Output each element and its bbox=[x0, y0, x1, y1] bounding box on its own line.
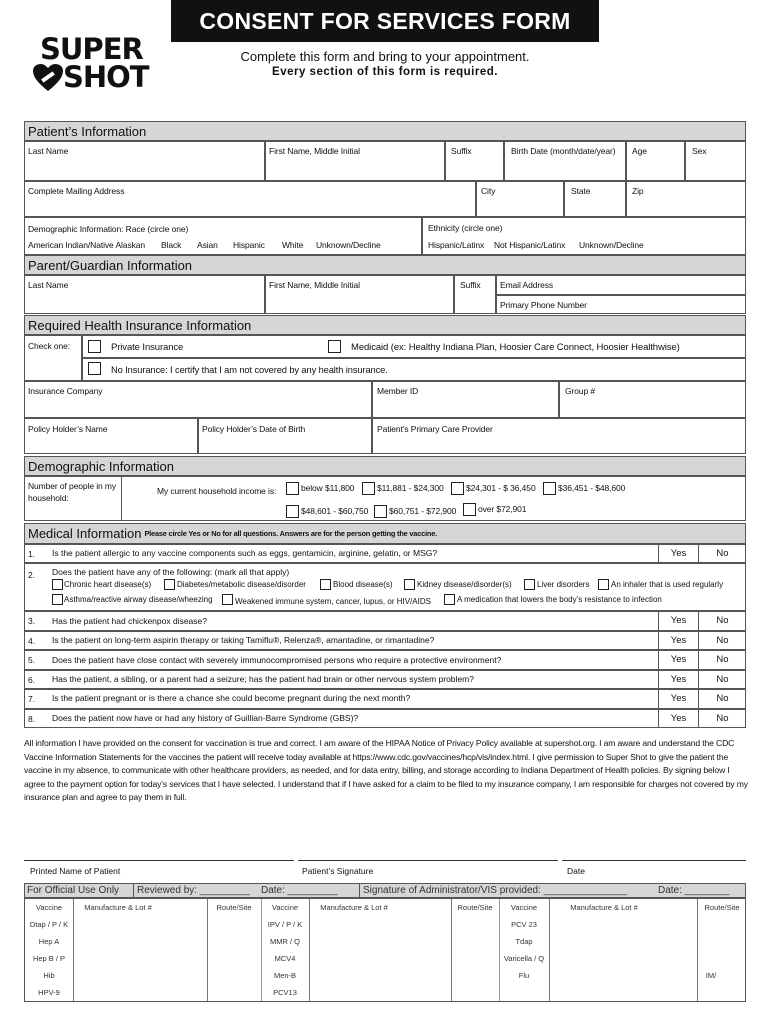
last-name-label: Last Name bbox=[28, 146, 69, 156]
route-col-header: Route/Site bbox=[216, 903, 252, 912]
condition-checkbox[interactable] bbox=[164, 579, 175, 590]
guardian-last-name-label: Last Name bbox=[28, 280, 69, 290]
reviewed-by-label: Reviewed by: _________ bbox=[137, 885, 250, 896]
review-date-label: Date: _________ bbox=[261, 885, 338, 896]
vaccine-name: MMR / Q bbox=[270, 937, 300, 946]
question-number: 7. bbox=[28, 694, 36, 704]
question-text: Has the patient had chickenpox disease? bbox=[52, 616, 207, 626]
admin-date-label: Date: ________ bbox=[658, 885, 730, 896]
race-label: Demographic Information: Race (circle one) bbox=[28, 224, 189, 234]
divider bbox=[73, 899, 74, 1001]
income-range: $24,301 - $ 36,450 bbox=[466, 483, 536, 493]
vaccine-name: PCV13 bbox=[273, 988, 297, 997]
divider bbox=[309, 899, 310, 1001]
private-insurance-checkbox[interactable] bbox=[88, 340, 101, 353]
ethnicity-option[interactable]: Not Hispanic/Latinx bbox=[494, 240, 566, 250]
no-option[interactable]: No bbox=[716, 674, 729, 685]
medicaid-label: Medicaid (ex: Healthy Indiana Plan, Hoosier Care Connect, Hoosier Healthwise) bbox=[351, 342, 680, 353]
condition-checkbox[interactable] bbox=[598, 579, 609, 590]
printed-name-label: Printed Name of Patient bbox=[30, 866, 121, 876]
zip-field[interactable] bbox=[626, 181, 746, 217]
question-text: Is the patient allergic to any vaccine components such as eggs, gentamicin, arginine, gelatin, or MSG? bbox=[52, 548, 438, 558]
ethnicity-label: Ethnicity (circle one) bbox=[428, 223, 503, 233]
demographic-header: Demographic Information bbox=[24, 456, 746, 476]
income-checkbox[interactable] bbox=[463, 503, 476, 516]
condition-checkbox[interactable] bbox=[320, 579, 331, 590]
suffix-label: Suffix bbox=[451, 146, 472, 156]
vaccine-table bbox=[24, 898, 746, 1002]
income-checkbox[interactable] bbox=[286, 482, 299, 495]
medicaid-checkbox[interactable] bbox=[328, 340, 341, 353]
question-number: 5. bbox=[28, 655, 36, 665]
member-id-label: Member ID bbox=[377, 386, 419, 396]
question-number: 4. bbox=[28, 636, 36, 646]
logo-line1: SUPER bbox=[40, 32, 143, 66]
yes-option[interactable]: Yes bbox=[670, 713, 687, 724]
city-label: City bbox=[481, 186, 496, 196]
medical-header bbox=[24, 523, 746, 544]
pcp-label: Patient’s Primary Care Provider bbox=[377, 424, 493, 434]
private-insurance-label: Private Insurance bbox=[111, 342, 184, 353]
heart-icon bbox=[33, 64, 63, 92]
route-col-header: Route/Site bbox=[704, 903, 740, 912]
lot-col-header: Manufacture & Lot # bbox=[570, 903, 638, 912]
condition-label: Kidney disease/disorder(s) bbox=[417, 580, 512, 589]
signature-line[interactable] bbox=[298, 860, 558, 861]
check-one-label: Check one: bbox=[28, 341, 70, 351]
vaccine-name: Hep A bbox=[38, 937, 60, 946]
state-label: State bbox=[571, 186, 591, 196]
insurance-header: Required Health Insurance Information bbox=[24, 315, 746, 335]
condition-checkbox[interactable] bbox=[52, 579, 63, 590]
income-checkbox[interactable] bbox=[362, 482, 375, 495]
yes-option[interactable]: Yes bbox=[670, 615, 687, 626]
income-checkbox[interactable] bbox=[374, 505, 387, 518]
vaccine-name: PCV 23 bbox=[511, 920, 537, 929]
no-option[interactable]: No bbox=[716, 615, 729, 626]
lot-col-header: Manufacture & Lot # bbox=[84, 903, 152, 912]
no-insurance-checkbox[interactable] bbox=[88, 362, 101, 375]
vaccine-col-header: Vaccine bbox=[35, 903, 63, 912]
patient-info-header: Patient’s Information bbox=[24, 121, 746, 141]
condition-label: Blood disease(s) bbox=[333, 580, 393, 589]
yes-option[interactable]: Yes bbox=[670, 674, 687, 685]
policy-holder-dob-label: Policy Holder’s Date of Birth bbox=[202, 424, 306, 434]
divider bbox=[261, 899, 262, 1001]
yes-option[interactable]: Yes bbox=[670, 654, 687, 665]
no-option[interactable]: No bbox=[716, 693, 729, 704]
mailing-address-label: Complete Mailing Address bbox=[28, 186, 125, 196]
guardian-phone-label: Primary Phone Number bbox=[500, 300, 587, 310]
question-number: 3. bbox=[28, 616, 36, 626]
yes-option[interactable]: Yes bbox=[670, 693, 687, 704]
vaccine-col-header: Vaccine bbox=[271, 903, 299, 912]
condition-checkbox[interactable] bbox=[52, 594, 63, 605]
date-label: Date bbox=[567, 866, 585, 876]
race-option[interactable]: Asian bbox=[197, 240, 218, 250]
official-use-label: For Official Use Only bbox=[27, 885, 120, 896]
admin-signature-label: Signature of Administrator/VIS provided: _______________ bbox=[363, 885, 628, 896]
printed-name-line[interactable] bbox=[24, 860, 294, 861]
guardian-first-name-label: First Name, Middle Initial bbox=[269, 280, 360, 290]
divider bbox=[549, 899, 550, 1001]
birth-date-label: Birth Date (month/date/year) bbox=[511, 146, 616, 156]
age-label: Age bbox=[632, 146, 647, 156]
condition-label: Asthma/reactive airway disease/wheezing bbox=[64, 595, 213, 604]
divider bbox=[207, 899, 208, 1001]
income-range: $36,451 - $48,600 bbox=[558, 483, 626, 493]
condition-label: An inhaler that is used regularly bbox=[611, 580, 724, 589]
income-checkbox[interactable] bbox=[451, 482, 464, 495]
required-note: Every section of this form is required. bbox=[272, 66, 498, 78]
household-label: Number of people in my household: bbox=[28, 481, 117, 503]
condition-label: Diabetes/metabolic disease/disorder bbox=[177, 580, 306, 589]
no-option[interactable]: No bbox=[716, 635, 729, 646]
vaccine-name: Men-B bbox=[273, 971, 297, 980]
consent-paragraph: All information I have provided on the consent for vaccination is true and correct. I am aware of the HIPAA Notice of Privacy Policy available at supershot.org. I am aware and understand the CDC Vaccine Information Statements for the vaccines the patient will receive today available at https://www.cdc.gov/vaccines/hcp/vis/index.html. I give permission to Super Shot to give the patient the vaccine in my absence, to communicate with other healthcare providers, as needed, and for data entry, billing, and storage according to Indiana Department of Health policies. By signing below I agree to the payment option for today’s services that I have selected. I understand that if I have asked for a claim to be filed to my insurance company, I am responsible for charges not covered by my insurance plan and agree to pay them in full. bbox=[24, 738, 748, 803]
race-option[interactable]: Black bbox=[161, 240, 182, 250]
question-text: Does the patient have close contact with severely immunocompromised persons who require a protective environment? bbox=[52, 655, 502, 665]
vaccine-name: Hep B / P bbox=[32, 954, 66, 963]
form-subtitle: Complete this form and bring to your appointment. bbox=[240, 49, 530, 64]
vaccine-name: Flu bbox=[518, 971, 530, 980]
race-option[interactable]: American Indian/Native Alaskan bbox=[28, 240, 146, 250]
ethnicity-option[interactable]: Unknown/Decline bbox=[579, 240, 644, 250]
vaccine-name: Tdap bbox=[515, 937, 533, 946]
divider bbox=[133, 884, 134, 897]
zip-label: Zip bbox=[632, 186, 644, 196]
divider bbox=[451, 899, 452, 1001]
vaccine-name: IPV / P / K bbox=[267, 920, 303, 929]
group-number-label: Group # bbox=[565, 386, 596, 396]
income-checkbox[interactable] bbox=[286, 505, 299, 518]
lot-col-header: Manufacture & Lot # bbox=[320, 903, 388, 912]
condition-checkbox[interactable] bbox=[404, 579, 415, 590]
medical-title: Medical Information bbox=[28, 526, 142, 541]
question-text: Is the patient on long-term aspirin therapy or taking Tamiflu®, Relenza®, amantadine, or rimantadine? bbox=[52, 635, 435, 645]
race-option[interactable]: White bbox=[282, 240, 304, 250]
income-checkbox[interactable] bbox=[543, 482, 556, 495]
divider bbox=[499, 899, 500, 1001]
vaccine-name: Hib bbox=[43, 971, 55, 980]
income-range: $11,881 - $24,300 bbox=[377, 483, 444, 493]
vaccine-name: HPV-9 bbox=[38, 988, 60, 997]
divider bbox=[697, 899, 698, 1001]
race-option[interactable]: Unknown/Decline bbox=[316, 240, 381, 250]
question-number: 8. bbox=[28, 714, 36, 724]
no-option[interactable]: No bbox=[716, 654, 729, 665]
condition-checkbox[interactable] bbox=[524, 579, 535, 590]
income-label: My current household income is: bbox=[157, 486, 277, 496]
medical-instruction: Please circle Yes or No for all questions. Answers are for the person getting the vaccine. bbox=[144, 529, 437, 538]
insurance-company-label: Insurance Company bbox=[28, 386, 103, 396]
income-range: below $11,800 bbox=[301, 483, 355, 493]
policy-holder-name-label: Policy Holder’s Name bbox=[28, 424, 108, 434]
signature-label: Patient’s Signature bbox=[302, 866, 374, 876]
condition-checkbox[interactable] bbox=[222, 594, 233, 605]
question-text: Is the patient pregnant or is there a chance she could become pregnant during the next month? bbox=[52, 693, 411, 703]
yes-option[interactable]: Yes bbox=[670, 548, 687, 559]
no-option[interactable]: No bbox=[716, 713, 729, 724]
vaccine-name: MCV4 bbox=[274, 954, 296, 963]
question-number: 2. bbox=[28, 570, 36, 580]
logo-line2: SHOT bbox=[63, 60, 149, 94]
ethnicity-option[interactable]: Hispanic/Latinx bbox=[428, 240, 485, 250]
divider bbox=[359, 884, 360, 897]
super-shot-logo bbox=[30, 34, 150, 96]
income-range: $60,751 - $72,900 bbox=[389, 506, 457, 516]
vaccine-name: Varicella / Q bbox=[503, 954, 545, 963]
guardian-suffix-label: Suffix bbox=[460, 280, 481, 290]
date-line[interactable] bbox=[562, 860, 746, 861]
condition-checkbox[interactable] bbox=[444, 594, 455, 605]
guardian-info-header: Parent/Guardian Information bbox=[24, 255, 746, 275]
question-number: 1. bbox=[28, 549, 36, 559]
vaccine-col-header: Vaccine bbox=[510, 903, 538, 912]
no-option[interactable]: No bbox=[716, 548, 729, 559]
guardian-email-label: Email Address bbox=[500, 280, 554, 290]
condition-label: A medication that lowers the body’s resistance to infection bbox=[457, 595, 662, 604]
sex-label: Sex bbox=[692, 146, 707, 156]
condition-label: Weakened immune system, cancer, lupus, or HIV/AIDS bbox=[235, 597, 431, 606]
question-text: Has the patient, a sibling, or a parent had a seizure; has the patient had brain or other nervous system problem? bbox=[52, 674, 474, 684]
question-text: Does the patient now have or had any history of Guillian-Barre Syndrome (GBS)? bbox=[52, 713, 359, 723]
income-range: over $72,901 bbox=[478, 504, 527, 514]
route-col-header: Route/Site bbox=[457, 903, 493, 912]
condition-label: Chronic heart disease(s) bbox=[64, 580, 152, 589]
vaccine-name: Dtap / P / K bbox=[29, 920, 69, 929]
question-number: 6. bbox=[28, 675, 36, 685]
form-title: CONSENT FOR SERVICES FORM bbox=[171, 0, 599, 42]
no-insurance-label: No Insurance: I certify that I am not covered by any health insurance. bbox=[111, 365, 388, 375]
first-name-label: First Name, Middle Initial bbox=[269, 146, 360, 156]
yes-option[interactable]: Yes bbox=[670, 635, 687, 646]
official-use-bar bbox=[24, 883, 746, 898]
income-range: $48,601 - $60,750 bbox=[301, 506, 369, 516]
question-text: Does the patient have any of the following: (mark all that apply) bbox=[52, 567, 290, 577]
route-im: IM/ bbox=[705, 971, 717, 980]
condition-label: Liver disorders bbox=[537, 580, 590, 589]
race-option[interactable]: Hispanic bbox=[233, 240, 265, 250]
